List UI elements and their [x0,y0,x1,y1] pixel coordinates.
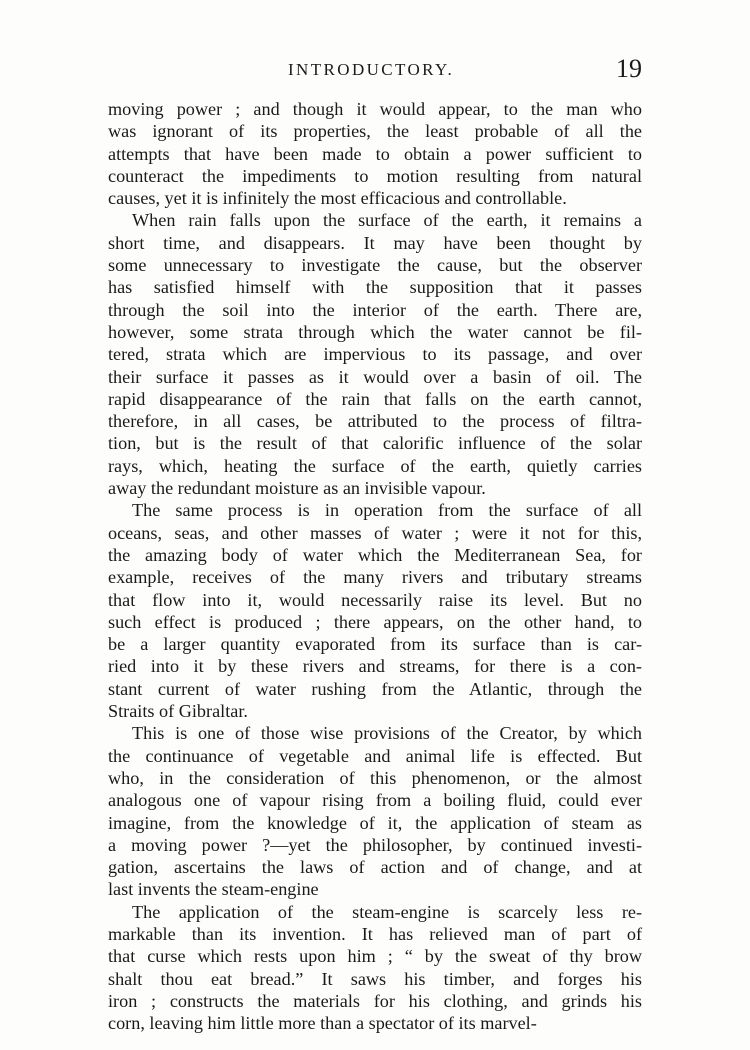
text-line: ried into it by these rivers and streams, for there is a con- [108,656,642,677]
text-line: rapid disappearance of the rain that falls on the earth cannot, [108,388,642,409]
text-line: gation, ascertains the laws of action and of change, and at [108,857,642,878]
text-line: stant current of water rushing from the Atlantic, through the [108,678,642,699]
body-text [108,98,642,1034]
running-header [108,56,642,84]
text-line: last invents the steam-engine [108,879,319,900]
text-line: tered, strata which are impervious to its passage, and over [108,344,642,365]
text-line: away the redundant moisture as an invisible vapour. [108,478,486,499]
page-number: 19 [616,54,642,83]
text-line: oceans, seas, and other masses of water ; were it not for this, [108,522,642,543]
text-line: tion, but is the result of that calorific influence of the solar [108,433,642,454]
text-line: This is one of those wise provisions of the Creator, by which [132,723,642,744]
text-line: therefore, in all cases, be attributed to the process of filtra- [108,411,642,432]
text-line: be a larger quantity evaporated from its surface than is car- [108,634,642,655]
text-line: iron ; constructs the materials for his clothing, and grinds his [108,990,642,1011]
text-line: moving power ; and though it would appear, to the man who [108,99,642,119]
text-line: who, in the consideration of this phenomenon, or the almost [108,767,642,788]
text-line: has satisfied himself with the supposition that it passes [108,277,642,298]
text-line: corn, leaving him little more than a spectator of its marvel- [108,1013,537,1034]
text-line: their surface it passes as it would over a basin of oil. The [108,366,642,387]
text-line: such effect is produced ; there appears, on the other hand, to [108,611,642,632]
paragraph [108,722,642,900]
text-line: however, some strata through which the water cannot be fil- [108,321,642,342]
text-line: counteract the impediments to motion resulting from natural [108,165,642,186]
paragraph [108,98,642,209]
text-line: rays, which, heating the surface of the earth, quietly carries [108,455,642,476]
text-line: that curse which rests upon him ; “ by the sweat of thy brow [108,946,642,967]
running-title: INTRODUCTORY. [288,60,455,79]
text-line: Straits of Gibraltar. [108,701,248,722]
text-line: through the soil into the interior of the earth. There are, [108,299,642,320]
text-line: causes, yet it is infinitely the most efficacious and controllable. [108,188,567,209]
text-line: some unnecessary to investigate the cause, but the observer [108,255,642,276]
paragraph [108,499,642,722]
text-line: the continuance of vegetable and animal life is effected. But [108,745,642,766]
text-line: When rain falls upon the surface of the earth, it remains a [132,210,642,231]
text-line: shalt thou eat bread.” It saws his timber, and forges his [108,968,642,989]
text-line: the amazing body of water which the Mediterranean Sea, for [108,544,642,565]
text-line: The same process is in operation from the surface of all [132,500,642,521]
text-line: that flow into it, would necessarily raise its level. But no [108,589,642,610]
text-line: example, receives of the many rivers and tributary streams [108,567,642,588]
text-line: a moving power ?—yet the philosopher, by continued investi- [108,834,642,855]
text-line: imagine, from the knowledge of it, the application of steam as [108,812,642,833]
paragraph [108,209,642,499]
text-line: The application of the steam-engine is scarcely less re- [132,901,642,922]
text-line: attempts that have been made to obtain a power sufficient to [108,143,642,164]
text-line: markable than its invention. It has relieved man of part of [108,923,642,944]
paragraph [108,901,642,1035]
text-line: was ignorant of its properties, the least probable of all the [108,121,642,142]
text-line: short time, and disappears. It may have been thought by [108,232,642,253]
text-line: analogous one of vapour rising from a boiling fluid, could ever [108,790,642,811]
